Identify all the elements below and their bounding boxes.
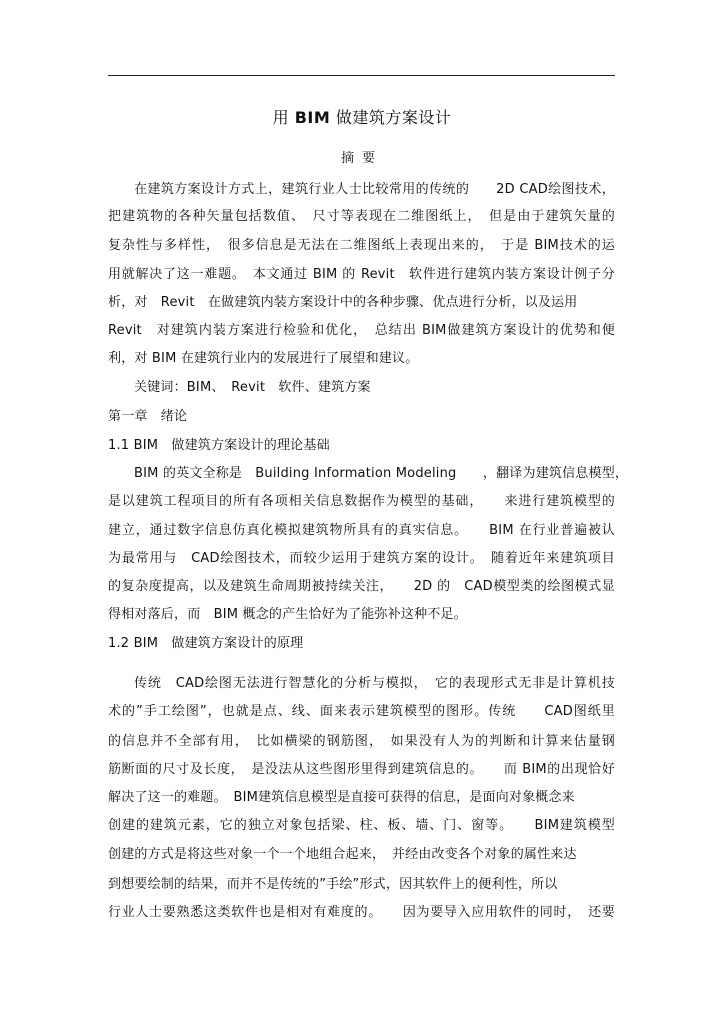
body-line: 是以建筑工程项目的所有各项相关信息数据作为模型的基础， 来进行建筑模型的 [108,494,615,509]
abstract-line: 利，对 BIM 在建筑行业内的发展进行了展望和建议。 [108,351,419,366]
body-line: 到想要绘制的结果，而并不是传统的”手绘”形式，因其软件上的便利性，所以 [108,877,558,892]
abstract-line: 析，对 Revit 在做建筑内装方案设计中的各种步骤、优点进行分析，以及运用 [108,295,578,310]
abstract-line: 复杂性与多样性， 很多信息是无法在二维图纸上表现出来的， 于是 BIM技术的运 [108,238,615,253]
body-line: 行业人士要熟悉这类软件也是相对有难度的。 因为要导入应用软件的同时， 还要 [108,905,615,920]
title-bold: BIM [294,108,331,127]
body-line: 术的”手工绘图”，也就是点、线、面来表示建筑模型的图形。传统 CAD图纸里 [108,704,615,719]
abstract-line: 把建筑物的各种矢量包括数值、 尺寸等表现在二维图纸上， 但是由于建筑矢量的 [108,209,615,224]
title-prefix: 用 [272,108,290,127]
body-line: BIM 的英文全称是 Building Information Modeling ，翻译为建筑信息模型， [134,466,629,481]
body-line: 建立，通过数字信息仿真化模拟建筑物所具有的真实信息。 BIM 在行业普遍被认 [108,523,615,538]
body-line: 为最常用与 CAD绘图技术，而较少运用于建筑方案的设计。 随着近年来建筑项目 [108,551,615,566]
body-line: 创建的建筑元素，它的独立对象包括梁、柱、板、墙、门、窗等。 BIM建筑模型 [108,818,615,833]
section-heading: 1.2 BIM 做建筑方案设计的原理 [108,636,304,651]
abstract-line: 用就解决了这一难题。 本文通过 BIM 的 Revit 软件进行建筑内装方案设计例子分 [108,267,615,282]
body-line: 的信息并不全部有用， 比如横梁的钢筋图， 如果没有人为的判断和计算来估量钢 [108,734,615,749]
abstract-line: Revit 对建筑内装方案进行检验和优化， 总结出 BIM做建筑方案设计的优势和便 [108,323,615,338]
body-line: 传统 CAD绘图无法进行智慧化的分析与模拟， 它的表现形式无非是计算机技 [134,676,615,691]
title-suffix: 做建筑方案设计 [335,108,452,127]
header-rule [108,75,615,76]
chapter-heading: 第一章 绪论 [108,409,188,424]
body-line: 解决了这一的难题。 BIM建筑信息模型是直接可获得的信息，是面向对象概念来 [108,790,575,805]
body-line: 筋断面的尺寸及长度， 是没法从这些图形里得到建筑信息的。 而 BIM的出现恰好 [108,762,615,777]
document-title [0,107,724,129]
abstract-line: 在建筑方案设计方式上，建筑行业人士比较常用的传统的 2D CAD绘图技术， [134,182,615,197]
body-line: 创建的方式是将这些对象一个一个地组合起来， 并经由改变各个对象的属性来达 [108,847,577,862]
section-heading: 1.1 BIM 做建筑方案设计的理论基础 [108,438,330,453]
keywords-line: 关键词：BIM、 Revit 软件、建筑方案 [134,380,371,395]
abstract-heading: 摘要 [340,151,383,166]
body-line: 的复杂度提高，以及建筑生命周期被持续关注， 2D 的 CAD模型类的绘图模式显 [108,579,615,594]
body-line: 得相对落后，而 BIM 概念的产生恰好为了能弥补这种不足。 [108,607,467,622]
